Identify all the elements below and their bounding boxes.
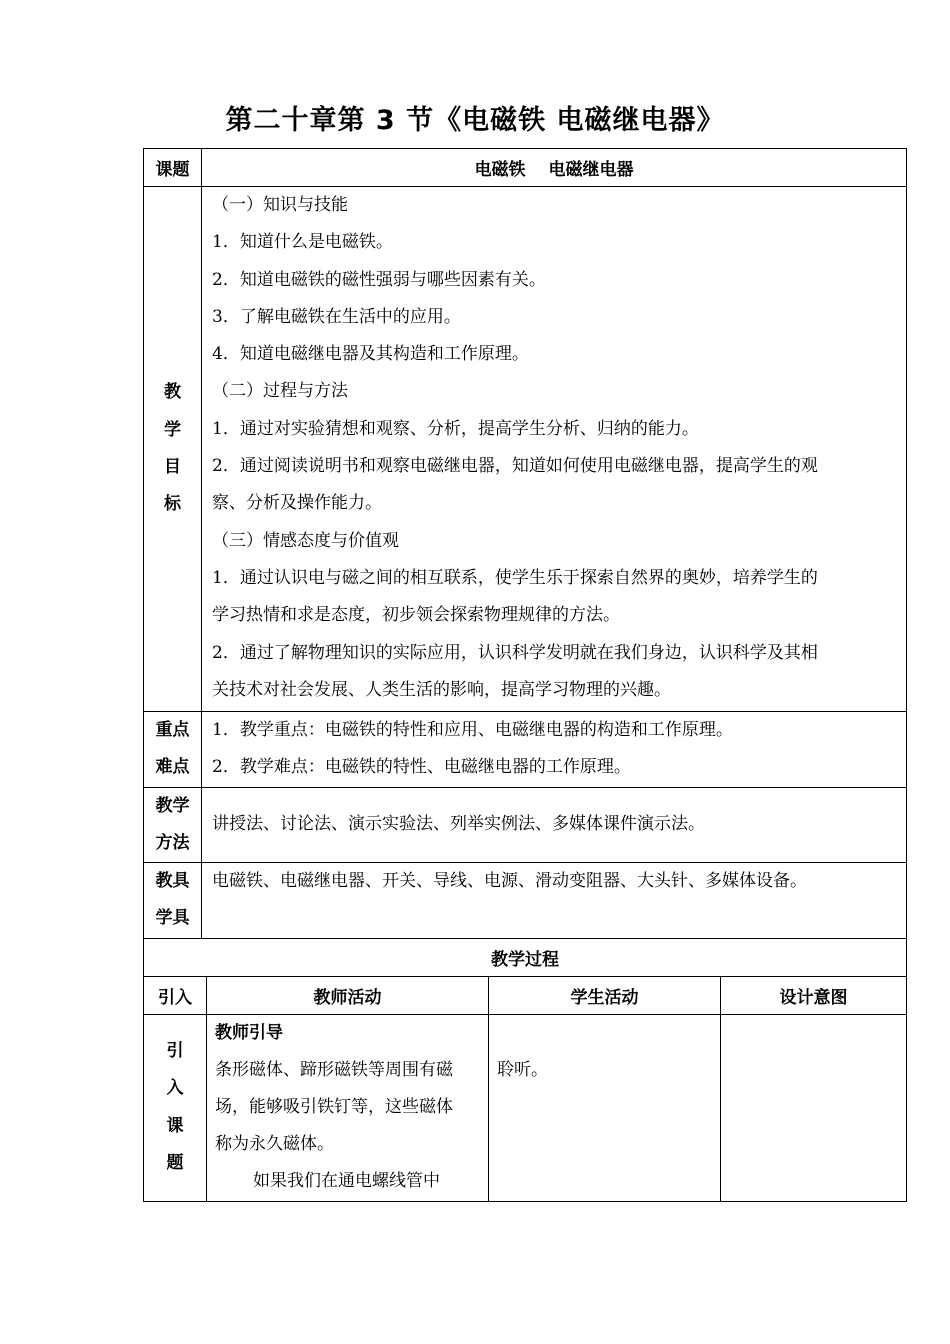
objective-line: 1．知道什么是电磁铁。 — [212, 232, 393, 253]
key-points-content — [202, 712, 907, 788]
intro-label-char: 题 — [166, 1152, 184, 1173]
teacher-line: 条形磁体、蹄形磁铁等周围有磁 — [215, 1059, 453, 1080]
key-points-label-line: 难点 — [155, 757, 190, 778]
objectives-content — [202, 187, 907, 712]
header-design-intent: 设计意图 — [721, 976, 907, 1014]
header-teacher-activity: 教师活动 — [207, 976, 489, 1014]
methods-label — [144, 787, 202, 862]
objective-line: 4．知道电磁继电器及其构造和工作原理。 — [212, 344, 529, 365]
key-points-label — [144, 712, 202, 788]
teacher-line: 场，能够吸引铁钉等，这些磁体 — [215, 1096, 453, 1117]
teacher-activity-cell — [207, 1014, 489, 1201]
student-activity-cell — [489, 1014, 721, 1201]
objectives-label-char: 教 — [164, 382, 181, 403]
objective-line: 1．通过对实验猜想和观察、分析，提高学生分析、归纳的能力。 — [212, 418, 699, 439]
objective-line: （三）情感态度与价值观 — [212, 530, 399, 551]
intro-label-char: 入 — [166, 1078, 184, 1099]
objectives-label-char: 标 — [164, 494, 181, 515]
objectives-label-char: 目 — [164, 457, 181, 477]
teacher-line: 称为永久磁体。 — [215, 1133, 334, 1154]
key-point-line: 1．教学重点：电磁铁的特性和应用、电磁继电器的构造和工作原理。 — [212, 720, 733, 740]
tools-label-line: 教具 — [155, 871, 190, 892]
course-row — [144, 149, 907, 187]
process-title-row — [144, 938, 907, 976]
objective-line: 2．通过了解物理知识的实际应用，认识科学发明就在我们身边，认识科学及其相 — [212, 642, 818, 663]
key-point-line: 2．教学难点：电磁铁的特性、电磁继电器的工作原理。 — [212, 757, 631, 778]
design-intent-cell — [721, 1014, 907, 1201]
objective-line: （二）过程与方法 — [212, 381, 348, 402]
objective-line: （一）知识与技能 — [212, 195, 348, 215]
tools-value: 电磁铁、电磁继电器、开关、导线、电源、滑动变阻器、大头针、多媒体设备。 — [212, 870, 807, 891]
methods-row — [144, 787, 907, 862]
key-points-label-line: 重点 — [155, 720, 190, 741]
objective-line: 关技术对社会发展、人类生活的影响，提高学习物理的兴趣。 — [212, 679, 671, 700]
objective-line: 2．知道电磁铁的磁性强弱与哪些因素有关。 — [212, 269, 546, 290]
teacher-heading: 教师引导 — [215, 1022, 283, 1043]
objectives-label-char: 学 — [164, 419, 181, 440]
objectives-row — [144, 187, 907, 712]
tools-label — [144, 862, 202, 938]
methods-label-line: 教学 — [155, 795, 190, 816]
methods-label-line: 方法 — [155, 832, 190, 853]
tools-label-line: 学具 — [155, 908, 190, 929]
header-intro: 引入 — [144, 976, 207, 1014]
course-value: 电磁铁 电磁继电器 — [202, 149, 907, 187]
objective-line: 1．通过认识电与磁之间的相互联系，使学生乐于探索自然界的奥妙，培养学生的 — [212, 567, 818, 588]
methods-value: 讲授法、讨论法、演示实验法、列举实例法、多媒体课件演示法。 — [212, 813, 705, 834]
intro-label-char: 引 — [166, 1041, 184, 1061]
course-label: 课题 — [144, 149, 202, 187]
header-student-activity: 学生活动 — [489, 976, 721, 1014]
objective-line: 2．通过阅读说明书和观察电磁继电器，知道如何使用电磁继电器，提高学生的观 — [212, 456, 818, 477]
student-activity: 聆听。 — [497, 1059, 548, 1080]
tools-row — [144, 862, 907, 938]
intro-label-char: 课 — [166, 1115, 184, 1136]
key-points-row — [144, 712, 907, 788]
objective-line: 3．了解电磁铁在生活中的应用。 — [212, 306, 461, 327]
objectives-label — [144, 187, 202, 712]
process-title: 教学过程 — [144, 938, 907, 976]
objective-line: 学习热情和求是态度，初步领会探索物理规律的方法。 — [212, 605, 620, 626]
intro-label — [144, 1014, 207, 1201]
lesson-plan-table — [143, 148, 907, 1202]
methods-content — [202, 787, 907, 862]
page-title: 第二十章第 3 节《电磁铁 电磁继电器》 — [225, 105, 725, 136]
teacher-line: 如果我们在通电螺线管中 — [253, 1170, 440, 1191]
process-row-intro — [144, 1014, 907, 1201]
tools-content — [202, 862, 907, 938]
objective-line: 察、分析及操作能力。 — [212, 493, 382, 514]
process-header-row — [144, 976, 907, 1014]
